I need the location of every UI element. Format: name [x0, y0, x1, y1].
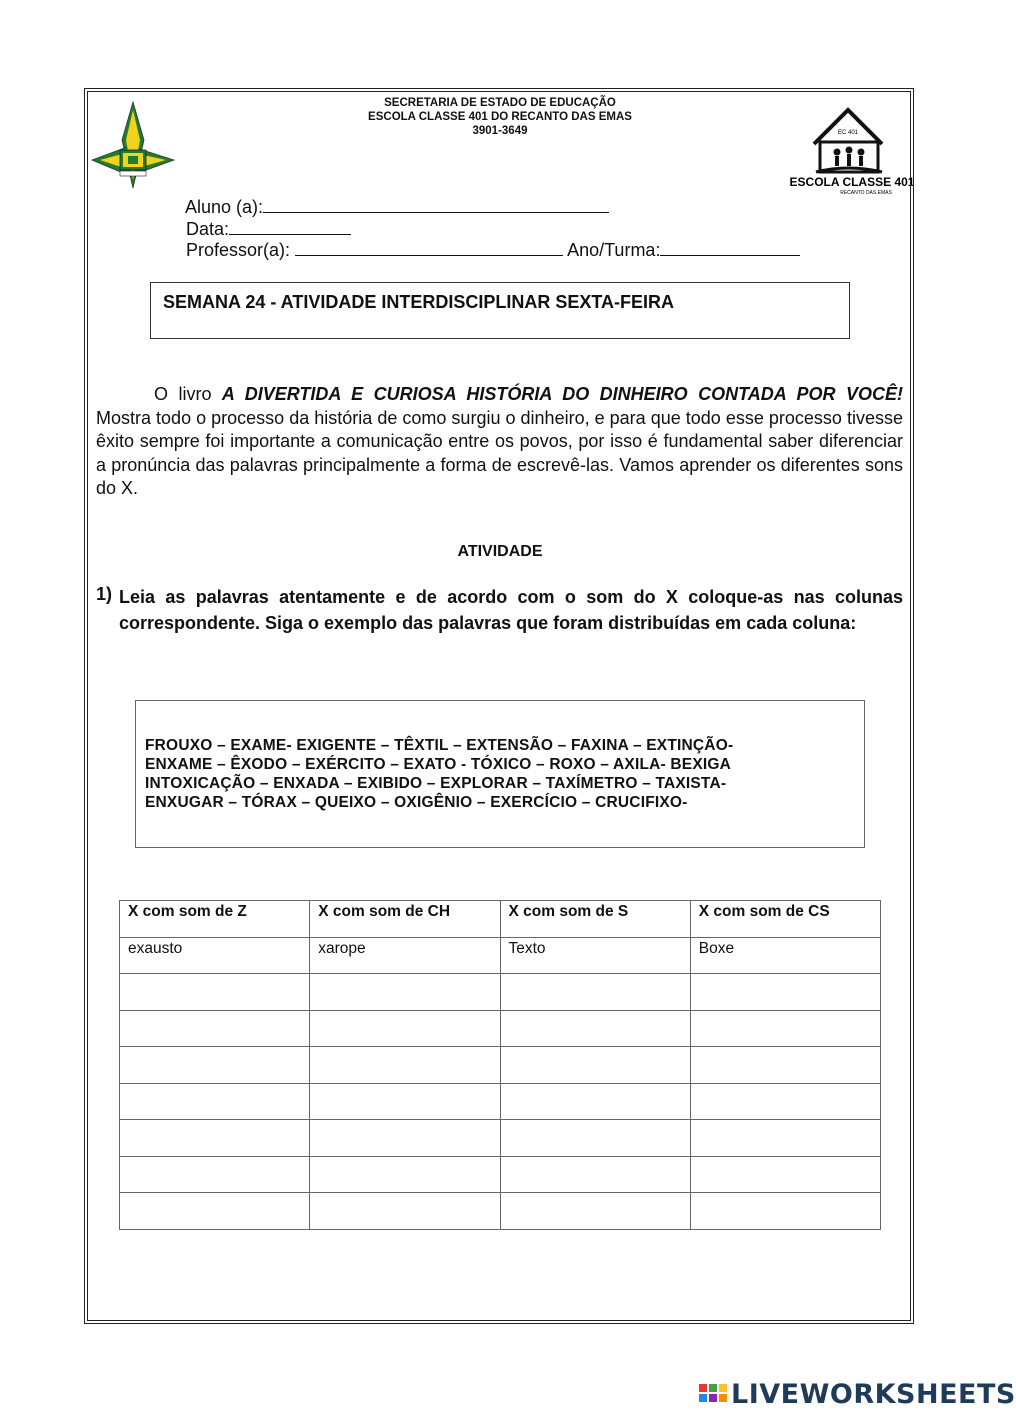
word-bank-line: FROUXO – EXAME- EXIGENTE – TÊXTIL – EXTENSÃO – FAXINA – EXTINÇÃO- — [145, 737, 734, 754]
table-row — [120, 1193, 881, 1230]
header-phone: 3901-3649 — [472, 125, 528, 137]
svg-text:EC 401: EC 401 — [837, 130, 859, 136]
table-row — [120, 1156, 881, 1193]
table-header-row — [120, 901, 881, 938]
answer-cell[interactable] — [120, 1156, 310, 1193]
answer-cell[interactable] — [500, 1156, 690, 1193]
header-secretaria: SECRETARIA DE ESTADO DE EDUCAÇÃO — [384, 97, 616, 109]
example-ch: xarope — [310, 937, 500, 974]
word-bank-line: ENXAME – ÊXODO – EXÉRCITO – EXATO - TÓXICO – ROXO – AXILA- BEXIGA — [145, 756, 732, 773]
svg-text:ESCOLA CLASSE 401: ESCOLA CLASSE 401 — [789, 175, 915, 189]
col-header-z: X com som de Z — [120, 901, 310, 938]
answer-cell[interactable] — [310, 974, 500, 1011]
answer-cell[interactable] — [500, 1083, 690, 1120]
answer-cell[interactable] — [500, 974, 690, 1011]
question-number: 1) — [96, 584, 113, 604]
table-row — [120, 1083, 881, 1120]
week-title: SEMANA 24 - ATIVIDADE INTERDISCIPLINAR SEXTA-FEIRA — [163, 292, 675, 312]
answer-cell[interactable] — [310, 1047, 500, 1084]
activity-title: ATIVIDADE — [457, 543, 543, 560]
col-header-s: X com som de S — [500, 901, 690, 938]
answer-cell[interactable] — [690, 1047, 880, 1084]
word-bank-line: ENXUGAR – TÓRAX – QUEIXO – OXIGÊNIO – EXERCÍCIO – CRUCIFIXO- — [145, 794, 688, 811]
answer-cell[interactable] — [120, 1010, 310, 1047]
liveworksheets-watermark — [698, 1378, 1016, 1410]
answer-cell[interactable] — [500, 1010, 690, 1047]
answer-cell[interactable] — [690, 1083, 880, 1120]
liveworksheets-logo-icon — [698, 1382, 728, 1406]
intro-paragraph — [96, 383, 903, 501]
answer-cell[interactable] — [310, 1083, 500, 1120]
table-row — [120, 1010, 881, 1047]
x-sound-table — [119, 900, 881, 1230]
answer-cell[interactable] — [500, 1120, 690, 1157]
svg-text:RECANTO DAS EMAS: RECANTO DAS EMAS — [840, 190, 892, 196]
word-bank-line: INTOXICAÇÃO – ENXADA – EXIBIDO – EXPLORAR – TAXÍMETRO – TAXISTA- — [145, 775, 727, 792]
data-label: Data: — [186, 219, 230, 239]
answer-cell[interactable] — [120, 1193, 310, 1230]
answer-cell[interactable] — [120, 1120, 310, 1157]
word-bank-box — [135, 700, 865, 848]
header-school-name: ESCOLA CLASSE 401 DO RECANTO DAS EMAS — [368, 111, 632, 123]
answer-cell[interactable] — [690, 1193, 880, 1230]
intro-pre: O livro — [154, 384, 222, 404]
table-example-row — [120, 937, 881, 974]
example-z: exausto — [120, 937, 310, 974]
table-row — [120, 1047, 881, 1084]
answer-cell[interactable] — [310, 1120, 500, 1157]
professor-field-row — [176, 218, 800, 261]
answer-cell[interactable] — [120, 1047, 310, 1084]
professor-label: Professor(a): — [186, 240, 291, 260]
example-s: Texto — [500, 937, 690, 974]
ano-turma-label: Ano/Turma: — [567, 240, 661, 260]
col-header-cs: X com som de CS — [690, 901, 880, 938]
professor-blank[interactable] — [295, 239, 563, 256]
book-title: A DIVERTIDA E CURIOSA HISTÓRIA DO DINHEIRO CONTADA POR VOCÊ! — [221, 384, 904, 404]
table-row — [120, 974, 881, 1011]
answer-cell[interactable] — [310, 1156, 500, 1193]
week-title-box — [150, 282, 850, 339]
answer-cell[interactable] — [500, 1193, 690, 1230]
answer-cell[interactable] — [690, 1120, 880, 1157]
example-cs: Boxe — [690, 937, 880, 974]
answer-cell[interactable] — [310, 1010, 500, 1047]
aluno-label: Aluno (a): — [185, 197, 264, 217]
ano-turma-blank[interactable] — [660, 239, 800, 256]
table-row — [120, 1120, 881, 1157]
answer-cell[interactable] — [120, 1083, 310, 1120]
aluno-blank[interactable] — [263, 196, 609, 213]
answer-cell[interactable] — [690, 1010, 880, 1047]
question-text: Leia as palavras atentamente e de acordo com o som do X coloque-as nas colunas correspondente. Siga o exemplo das palavras que foram distribuídas em cada coluna: — [119, 587, 903, 633]
answer-cell[interactable] — [120, 974, 310, 1011]
answer-cell[interactable] — [690, 1156, 880, 1193]
answer-cell[interactable] — [690, 974, 880, 1011]
answer-cell[interactable] — [500, 1047, 690, 1084]
col-header-ch: X com som de CH — [310, 901, 500, 938]
answer-cell[interactable] — [310, 1193, 500, 1230]
watermark-text: LIVEWORKSHEETS — [731, 1378, 1016, 1410]
intro-post: Mostra todo o processo da história de como surgiu o dinheiro, e para que todo esse processo tivesse êxito sempre foi importante a comunicação entre os povos, por isso é fundamental saber diferenciar a pronúncia das palavras principalmente a forma de escrevê-las. Vamos aprender os diferentes sons do X. — [96, 407, 903, 498]
school-house-logo-icon — [789, 104, 915, 196]
brasilia-flag-emblem-icon — [90, 100, 176, 190]
